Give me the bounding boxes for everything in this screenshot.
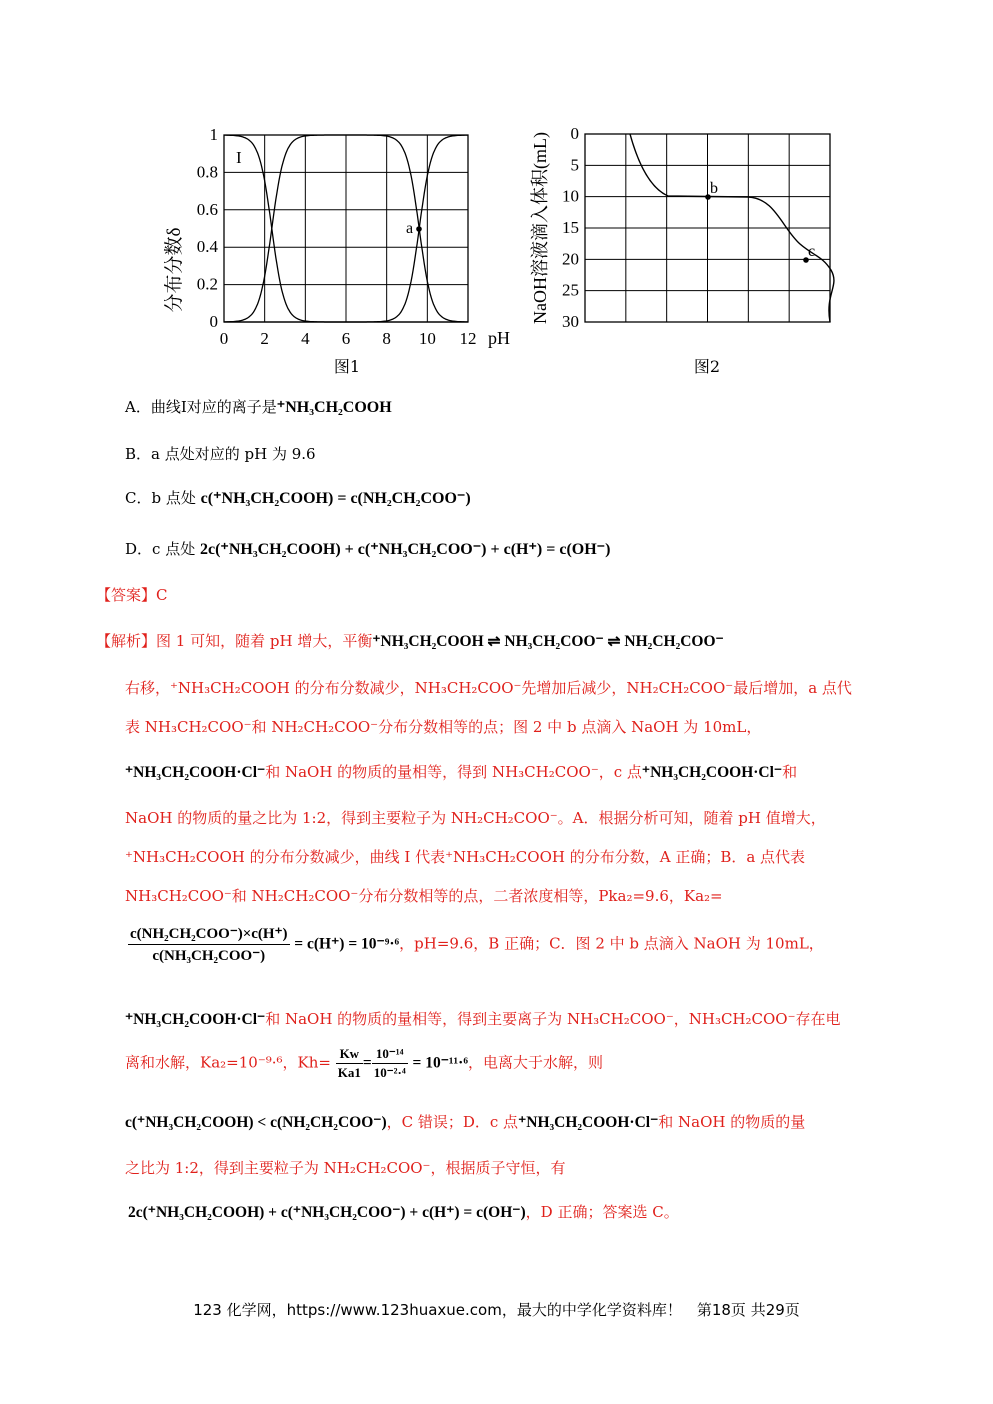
analysis-line-6: ⁺NH₃CH₂COOH 的分布分数减少，曲线 I 代表⁺NH₃CH₂COOH 的分布分数，A 正确；B．a 点代表: [125, 848, 806, 866]
fig1-ytick: 0.2: [196, 274, 218, 294]
fig2-ytick: 10: [562, 186, 579, 206]
page-footer: 123 化学网，https://www.123huaxue.com，最大的中学化学资料库！ 第18页 共29页: [193, 1301, 800, 1319]
fig2-ytick: 5: [570, 155, 579, 175]
fig1-xtick: 2: [260, 329, 269, 348]
option-a: A．曲线I对应的离子是⁺NH₃CH₂COOH: [125, 398, 392, 416]
fig1-point-a-label: a: [406, 220, 414, 237]
fig2-point-b-label: b: [710, 180, 718, 197]
kh-value-fraction: $\frac{\text{10⁻¹⁴}}{\text{10⁻²·⁴}}$: [373, 1046, 406, 1080]
analysis-line-5: NaOH 的物质的量之比为 1:2，得到主要粒子为 NH₂CH₂COO⁻。A．根据分析可知，随着 pH 值增大，: [125, 809, 826, 827]
fig2-ytick: 20: [562, 249, 579, 269]
fig1-xtick: 8: [382, 329, 391, 348]
fig2-ticks: [562, 124, 579, 331]
fig1-xtick: 0: [219, 329, 229, 348]
analysis-line-13: 2c(⁺NH₃CH₂COOH) + c(⁺NH₃CH₂COO⁻) + c(H⁺) = c(OH⁻)，D 正确；答案选 C。: [128, 1203, 679, 1221]
fig1-ytick: 0.6: [196, 199, 218, 219]
analysis-line-10: 离和水解，Ka₂=10⁻⁹·⁶，Kh= $\frac{Kw}{Ka1}$ = $\frac{\text{10⁻¹⁴}}{\text{10⁻²·⁴}}$ = 10⁻¹¹·⁶，电离大于水解，则: [125, 1046, 604, 1080]
fig2-ytick: 25: [562, 280, 579, 300]
fig1-point-a: [416, 226, 422, 232]
analysis-line-4: ⁺NH₃CH₂COOH·Cl⁻和 NaOH 的物质的量相等，得到 NH₃CH₂COO⁻，c 点⁺NH₃CH₂COOH·Cl⁻和: [125, 763, 798, 781]
fig2-grid: [585, 134, 830, 322]
option-d: D．c 点处 2c(⁺NH₃CH₂COOH) + c(⁺NH₃CH₂COO⁻) + c(H⁺) = c(OH⁻): [125, 540, 611, 558]
option-c-formula: c(⁺NH₃CH₂COOH) = c(NH₂CH₂COO⁻): [200, 490, 471, 507]
answer-line: [96, 584, 168, 605]
fig1-ylabel: 分布分数δ: [164, 227, 185, 313]
analysis-line-1: 【解析】图 1 可知，随着 pH 增大，平衡⁺NH₃CH₂COOH ⇌ NH₃CH₂COO⁻ ⇌ NH₂CH₂COO⁻: [96, 632, 724, 650]
option-a-formula: ⁺NH₃CH₂COOH: [276, 399, 392, 416]
fig2-point-c-label: c: [808, 243, 816, 260]
fig2-caption: 图2: [693, 357, 721, 376]
fig1-caption: 图1: [333, 357, 361, 376]
fig2-ylabel: NaOH溶液滴入体积(mL): [530, 132, 550, 324]
figure-2-chart: [520, 118, 850, 380]
fig1-ytick: 0.4: [196, 237, 218, 257]
option-c: C．b 点处 c(⁺NH₃CH₂COOH) = c(NH₂CH₂COO⁻): [125, 489, 471, 507]
fig2-ytick: 15: [562, 218, 579, 237]
analysis-line-3: 表 NH₃CH₂COO⁻和 NH₂CH₂COO⁻分布分数相等的点；图 2 中 b 点滴入 NaOH 为 10mL，: [125, 718, 762, 736]
figure-1-chart: [150, 120, 520, 380]
analysis-line-8: $\frac{\text{c(NH₂CH₂COO⁻)×c(H⁺)}}{\text{c(NH₃CH₂COO⁻)}}$ = c(H⁺) = 10⁻⁹·⁶，pH=9.6，B 正确；C．图 2 中 b 点滴入 NaOH 为 10mL，: [130, 926, 824, 964]
fig2-ytick: 30: [562, 312, 579, 331]
fig1-xlabel: pH: [488, 328, 510, 348]
kh-fraction: $\frac{Kw}{Ka1}$: [337, 1046, 361, 1080]
fig1-ytick: 0: [209, 312, 218, 331]
analysis-line-9: ⁺NH₃CH₂COOH·Cl⁻和 NaOH 的物质的量相等，得到主要离子为 NH₃CH₂COO⁻，NH₃CH₂COO⁻存在电: [125, 1010, 841, 1028]
fig1-ytick: 1: [209, 125, 218, 144]
fig1-curve-label: I: [236, 148, 242, 167]
analysis-line-12: 之比为 1:2，得到主要粒子为 NH₂CH₂COO⁻，根据质子守恒，有: [125, 1159, 566, 1177]
option-b: B．a 点处对应的 pH 为 9.6: [125, 445, 316, 463]
ka2-fraction: $\frac{\text{c(NH₂CH₂COO⁻)×c(H⁺)}}{\text{c(NH₃CH₂COO⁻)}}$: [130, 926, 288, 964]
fig1-xtick: 12: [459, 329, 477, 348]
analysis-label: 【解析】: [96, 632, 157, 650]
analysis-line-7: NH₃CH₂COO⁻和 NH₂CH₂COO⁻分布分数相等的点，二者浓度相等，Pka₂=9.6，Ka₂=: [125, 887, 723, 905]
fig1-xtick: 10: [418, 329, 436, 348]
fig1-xtick: 4: [301, 329, 310, 348]
answer-label: 【答案】: [96, 586, 157, 604]
analysis-line-11: c(⁺NH₃CH₂COOH) < c(NH₂CH₂COO⁻)，C 错误；D．c 点⁺NH₃CH₂COOH·Cl⁻和 NaOH 的物质的量: [125, 1113, 806, 1131]
answer-value: C: [156, 586, 168, 604]
analysis-line-2: 右移，⁺NH₃CH₂COOH 的分布分数减少，NH₃CH₂COO⁻先增加后减少，NH₂CH₂COO⁻最后增加，a 点代: [125, 679, 852, 697]
fig2-ytick: 0: [570, 124, 579, 143]
fig1-ytick: 0.8: [196, 162, 218, 182]
fig1-xtick: 6: [341, 329, 351, 348]
option-d-formula: 2c(⁺NH₃CH₂COOH) + c(⁺NH₃CH₂COO⁻) + c(H⁺) = c(OH⁻): [199, 541, 611, 558]
